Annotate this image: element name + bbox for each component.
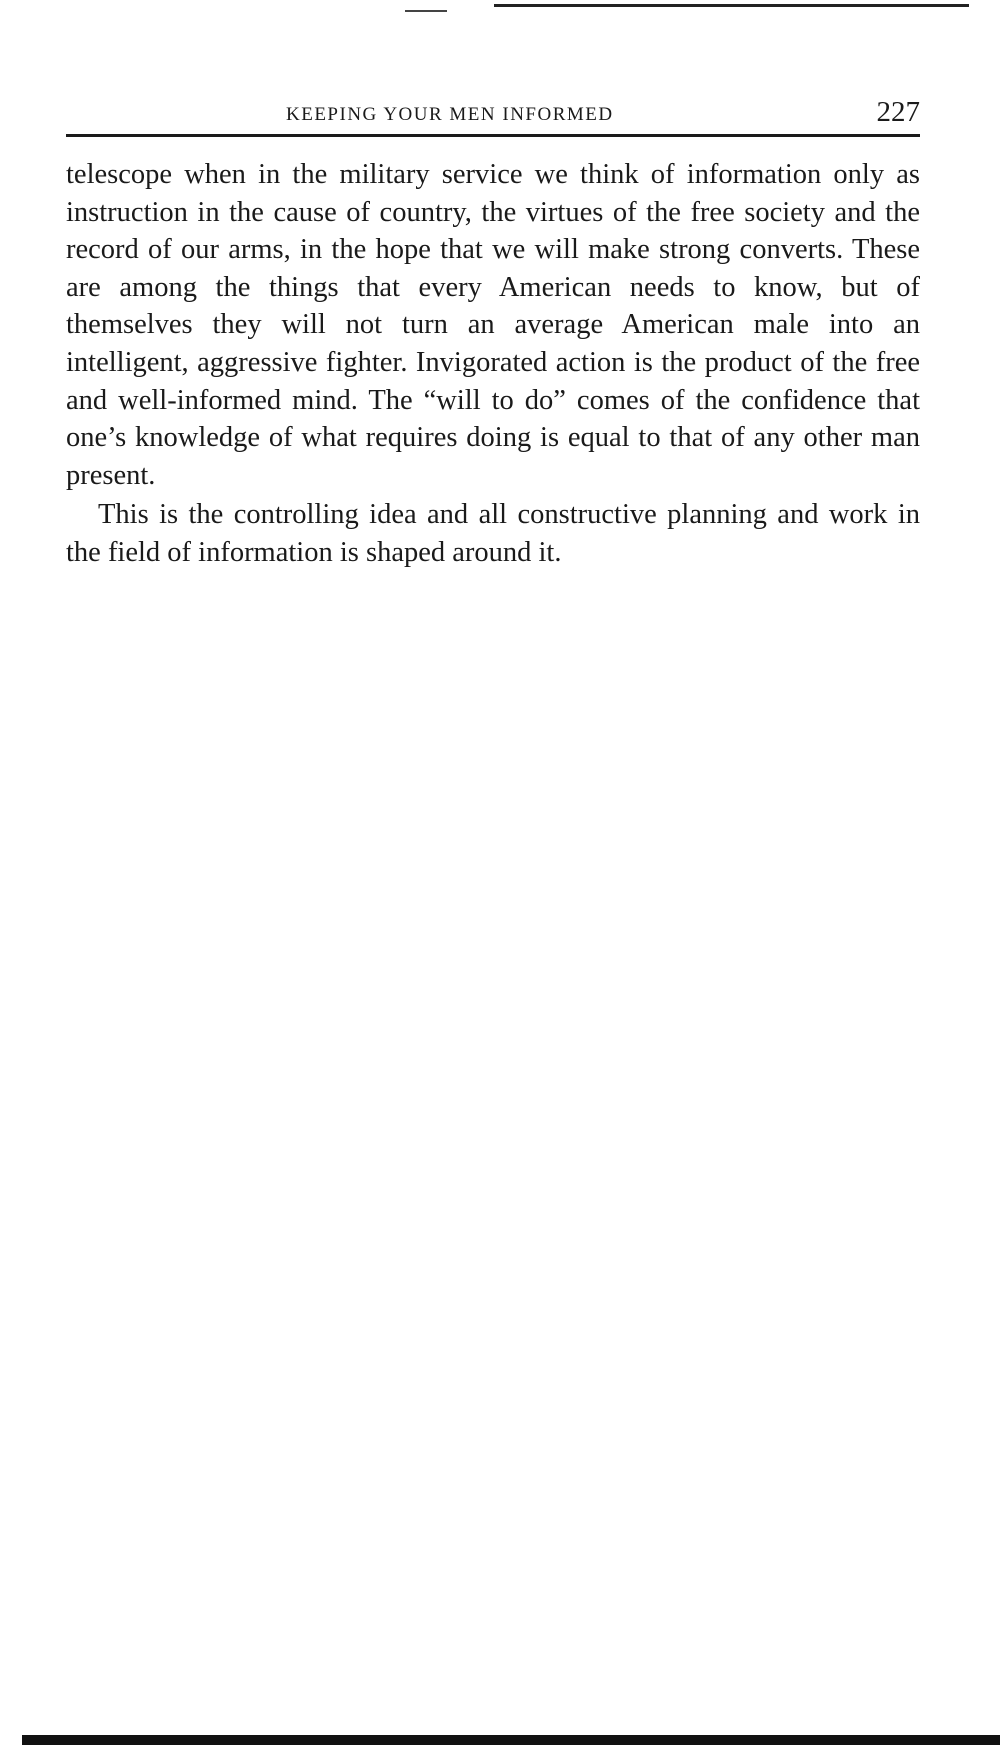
running-title: KEEPING YOUR MEN INFORMED [286,104,614,125]
header-rule [66,134,920,137]
top-edge-rule-short [405,10,447,12]
top-edge-rule-long [494,4,969,7]
bottom-edge-bar [22,1735,1000,1745]
running-head [66,98,920,132]
paragraph-controlling-idea: This is the controlling idea and all constructive planning and work in the field of information is shaped around it. [66,499,920,568]
body-text [66,156,920,572]
paragraph-continuation: telescope when in the military service we think of information only as instruction in the cause of country, the virtues of the free society and the record of our arms, in the hope that we will make strong converts. These are among the things that every American needs to know, but of themselves they will not turn an average American male into an intelligent, aggressive fighter. Invigorated action is the product of the free and well-informed mind. The “will to do” comes of the confidence that one’s knowledge of what requires doing is equal to that of any other man present. [66,159,920,491]
page-number: 227 [876,96,920,128]
